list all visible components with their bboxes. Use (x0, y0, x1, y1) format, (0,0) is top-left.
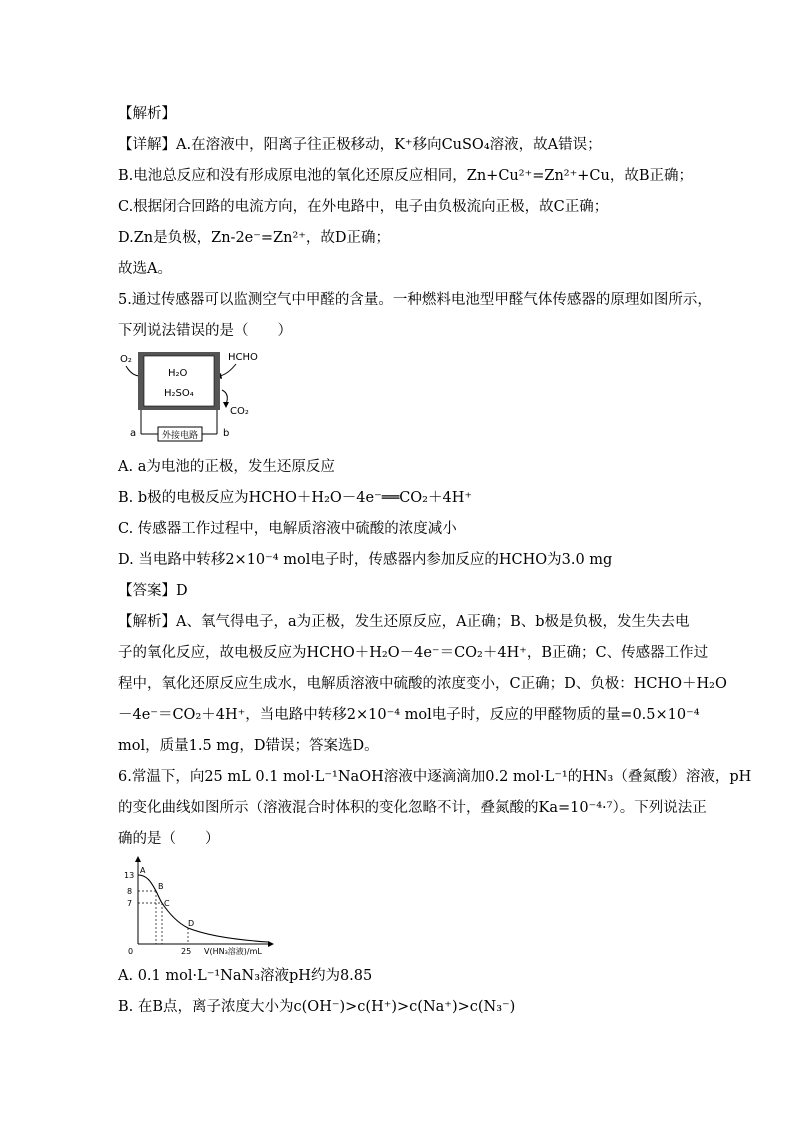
x-tick-25: 25 (181, 947, 192, 956)
external-circuit-label: 外接电路 (161, 431, 199, 441)
y-tick-13: 13 (124, 871, 135, 880)
x-axis-label: V(HN₃溶液)/mL (204, 947, 262, 956)
explanation-line-a: 【详解】A.在溶液中，阳离子往正极移动，K⁺移向CuSO₄溶液，故A错误； (118, 137, 602, 153)
electrode-b-label: b (223, 428, 230, 439)
co2-arrow (222, 390, 227, 404)
h2o-label: H₂O (168, 368, 188, 379)
q5-option-b: B. b极的电极反应为HCHO＋H₂O－4e⁻══CO₂＋4H⁺ (118, 490, 473, 506)
question6-stem-line1: 6.常温下，向25 mL 0.1 mol·L⁻¹NaOH溶液中逐滴滴加0.2 mol·L⁻¹的HN₃（叠氮酸）溶液，pH (118, 769, 752, 785)
section-heading-analysis: 【解析】 (118, 106, 176, 122)
co2-arrowhead (223, 402, 229, 408)
co2-label: CO₂ (230, 406, 249, 417)
o2-arrow (126, 366, 140, 376)
explanation-line-d: D.Zn是负极，Zn-2e⁻=Zn²⁺，故D正确； (118, 230, 391, 246)
q5-analysis-line1: 【解析】A、氧气得电子，a为正极，发生还原反应，A正确；B、b极是负极，发生失去电 (118, 614, 690, 630)
q5-analysis-line5: mol，质量1.5 mg，D错误；答案选D。 (118, 738, 379, 754)
ph-titration-curve (118, 856, 283, 958)
o2-label: O₂ (120, 354, 132, 365)
point-b-label: B (158, 882, 164, 891)
hcho-arrow (220, 364, 236, 376)
question6-stem-line2: 的变化曲线如图所示（溶液混合时体积的变化忽略不计，叠氮酸的Ka=10⁻⁴·⁷）。下列说法正 (118, 800, 707, 816)
origin-label: 0 (128, 947, 134, 956)
q5-option-a: A. a为电池的正极，发生还原反应 (118, 459, 335, 475)
point-d-label: D (188, 919, 195, 928)
q5-option-d: D. 当电路中转移2×10⁻⁴ mol电子时，传感器内参加反应的HCHO为3.0 mg (118, 552, 613, 568)
explanation-line-b: B.电池总反应和没有形成原电池的氧化还原反应相同，Zn+Cu²⁺=Zn²⁺+Cu，故B正确； (118, 168, 693, 184)
q6-option-a: A. 0.1 mol·L⁻¹NaN₃溶液pH约为8.85 (118, 968, 373, 984)
explanation-line-c: C.根据闭合回路的电流方向，在外电路中，电子由负极流向正极，故C正确； (118, 199, 609, 215)
q5-analysis-line4: －4e⁻＝CO₂＋4H⁺，当电路中转移2×10⁻⁴ mol电子时，反应的甲醛物质的量=0.5×10⁻⁴ (118, 707, 700, 723)
question6-stem-line3: 确的是（ ） (118, 831, 220, 847)
cell-top-wall (138, 352, 220, 356)
anode-b (214, 352, 220, 410)
conclusion-line: 故选A。 (118, 261, 172, 277)
q6-option-b: B. 在B点，离子浓度大小为c(OH⁻)>c(H⁺)>c(Na⁺)>c(N₃⁻) (118, 999, 516, 1015)
q5-answer: 【答案】D (118, 583, 188, 599)
cathode-a (138, 352, 144, 410)
question5-stem-line2: 下列说法错误的是（ ） (118, 323, 292, 339)
y-tick-8: 8 (127, 887, 133, 896)
q5-analysis-line2: 子的氧化反应，故电极反应为HCHO＋H₂O－4e⁻＝CO₂＋4H⁺，B正确；C、传感器工作过 (118, 645, 709, 661)
hcho-label: HCHO (228, 352, 258, 363)
y-tick-7: 7 (127, 899, 133, 908)
fuel-cell-sensor-diagram (118, 346, 283, 446)
q5-analysis-line3: 程中，氧化还原反应生成水，电解质溶液中硫酸的浓度变小，C正确；D、负极：HCHO＋H₂O (118, 676, 727, 692)
cell-bottom-wall (138, 406, 220, 410)
point-c-label: C (164, 899, 170, 908)
y-axis-arrow (135, 856, 141, 862)
q5-option-c: C. 传感器工作过程中，电解质溶液中硫酸的浓度减小 (118, 521, 457, 537)
h2so4-label: H₂SO₄ (164, 388, 194, 399)
electrode-a-label: a (130, 428, 137, 439)
x-axis-arrow (268, 941, 274, 947)
point-a-label: A (140, 866, 146, 875)
question5-stem-line1: 5.通过传感器可以监测空气中甲醛的含量。一种燃料电池型甲醛气体传感器的原理如图所示， (118, 292, 712, 308)
